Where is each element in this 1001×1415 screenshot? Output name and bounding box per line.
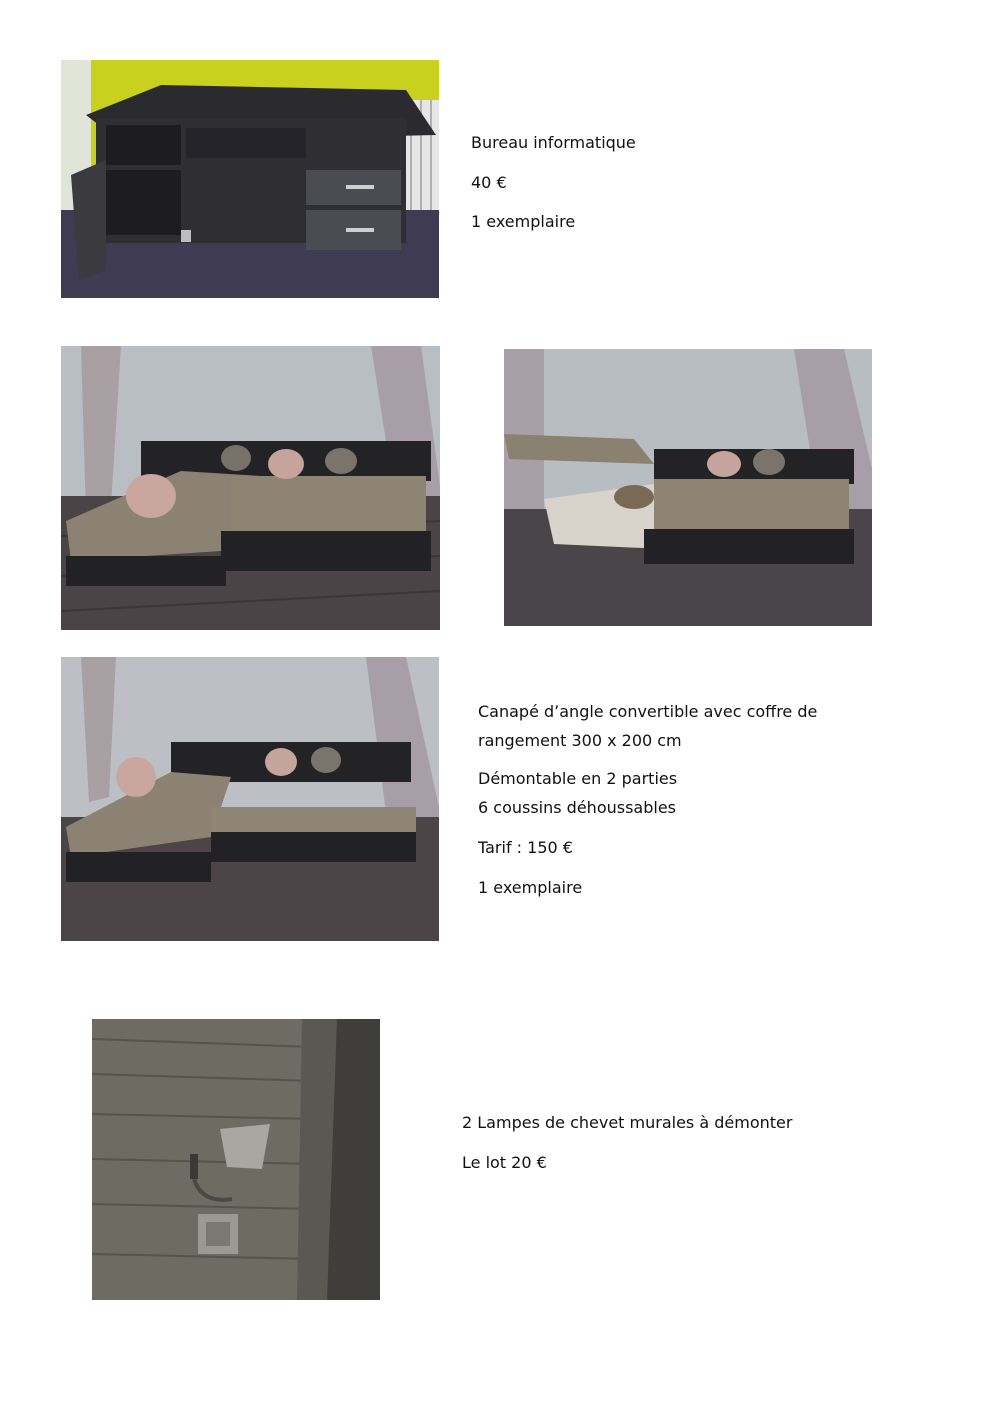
lamp-photo [92,1019,380,1300]
sofa-quantity: 1 exemplaire [478,878,583,897]
lamps-price: Le lot 20 € [462,1153,547,1172]
desk-price: 40 € [471,173,507,192]
desk-title: Bureau informatique [471,133,636,152]
sofa-price: Tarif : 150 € [478,838,573,857]
sofa-title-line-2: rangement 300 x 200 cm [478,731,682,750]
sofa-photo-closed [61,346,440,630]
desk-photo [61,60,439,298]
sofa-detail-line-2: 6 coussins déhoussables [478,798,676,817]
sofa-title-line-1: Canapé d’angle convertible avec coffre de [478,702,818,721]
lamps-title: 2 Lampes de chevet murales à démonter [462,1113,793,1132]
sofa-photo-bed-open [61,657,439,941]
sofa-photo-storage-open [504,349,872,626]
sofa-detail-line-1: Démontable en 2 parties [478,769,678,788]
desk-quantity: 1 exemplaire [471,212,576,231]
